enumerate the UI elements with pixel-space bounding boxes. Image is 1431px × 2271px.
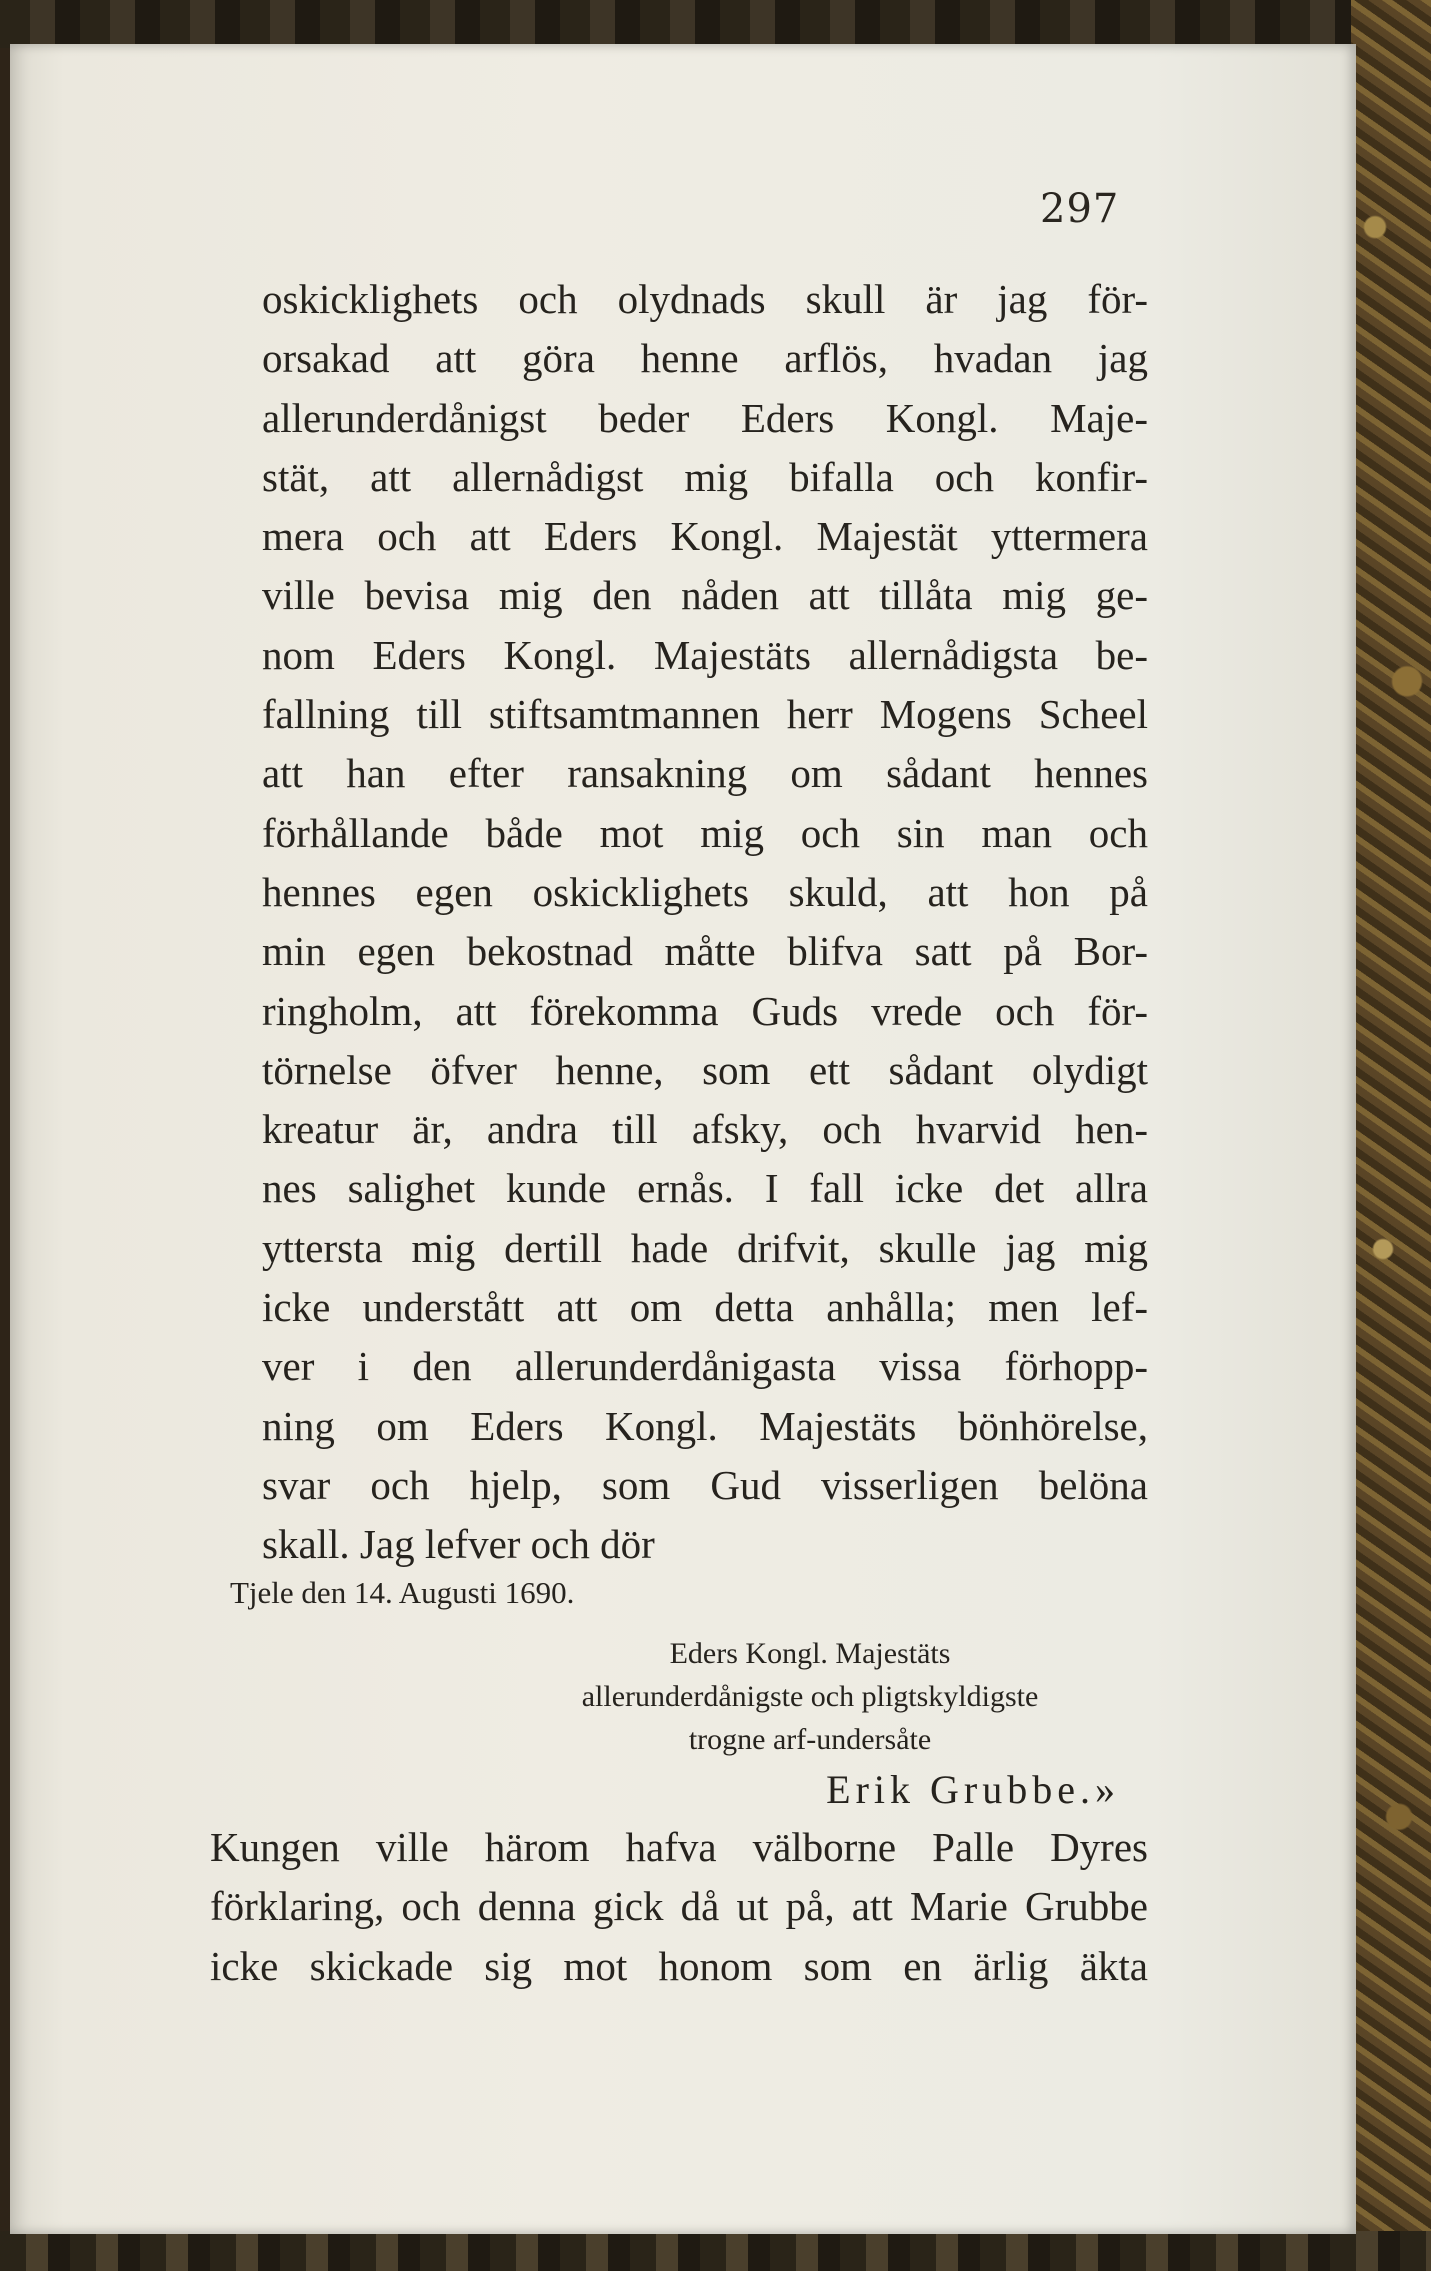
page-number: 297 bbox=[1040, 186, 1120, 232]
narrative-paragraph bbox=[210, 1818, 1148, 1996]
text-line: kreatur är, andra till afsky, och hvarvid hen- bbox=[262, 1106, 1148, 1153]
text-line: Kungen ville härom hafva välborne Palle Dyres bbox=[210, 1824, 1148, 1870]
text-line: att han efter ransakning om sådant hennes bbox=[262, 750, 1148, 797]
text-line: orsakad att göra henne arflös, hvadan jag bbox=[262, 335, 1148, 382]
signature-line: trogne arf-undersåte bbox=[688, 1723, 932, 1756]
signature-name: Erik Grubbe.» bbox=[826, 1767, 1120, 1812]
text-line: nes salighet kunde ernås. I fall icke det allra bbox=[262, 1165, 1148, 1212]
text-line: ning om Eders Kongl. Majestäts bönhörelse, bbox=[262, 1402, 1148, 1449]
text-line: min egen bekostnad måtte blifva satt på Bor- bbox=[262, 928, 1148, 975]
text-line: svar och hjelp, som Gud visserligen belöna bbox=[262, 1461, 1148, 1508]
text-line: oskicklighets och olydnads skull är jag för- bbox=[262, 276, 1148, 322]
text-line: mera och att Eders Kongl. Majestät yttermera bbox=[262, 513, 1148, 560]
text-line: förhållande både mot mig och sin man och bbox=[262, 809, 1148, 856]
text-line: törnelse öfver henne, som ett sådant olydigt bbox=[262, 1046, 1148, 1093]
text-line: förklaring, och denna gick då ut på, att Marie Grubbe bbox=[210, 1883, 1148, 1930]
text-line: nom Eders Kongl. Majestäts allernådigsta be- bbox=[262, 631, 1148, 678]
text-line: yttersta mig dertill hade drifvit, skulle jag mig bbox=[262, 1224, 1148, 1271]
text-line: skall. Jag lefver och dör bbox=[262, 1521, 655, 1568]
text-line: icke skickade sig mot honom som en ärlig äkta bbox=[210, 1942, 1148, 1989]
letter-body bbox=[262, 270, 1148, 1575]
text-line: ringholm, att förekomma Guds vrede och för- bbox=[262, 987, 1148, 1034]
marbled-book-edge bbox=[1351, 0, 1431, 2271]
text-line: icke understått att om detta anhålla; men lef- bbox=[262, 1284, 1148, 1331]
text-line: ville bevisa mig den nåden att tillåta mig ge- bbox=[262, 572, 1148, 619]
text-line: ver i den allerunderdånigasta vissa förhopp- bbox=[262, 1343, 1148, 1390]
text-line: allerunderdånigst beder Eders Kongl. Maje- bbox=[262, 394, 1148, 441]
text-line: hennes egen oskicklighets skuld, att hon på bbox=[262, 868, 1148, 915]
signature-line: Eders Kongl. Majestäts bbox=[669, 1637, 951, 1670]
signature-line: allerunderdånigste och pligtskyldigste bbox=[581, 1680, 1039, 1713]
text-line: stät, att allernådigst mig bifalla och konfir- bbox=[262, 453, 1148, 500]
scan-top-edge bbox=[0, 0, 1431, 48]
text-line: fallning till stiftsamtmannen herr Mogens Scheel bbox=[262, 691, 1148, 738]
letter-signature bbox=[500, 1632, 1120, 1813]
letter-dateline: Tjele den 14. Augusti 1690. bbox=[230, 1575, 575, 1610]
scan-bottom-edge bbox=[0, 2231, 1431, 2271]
